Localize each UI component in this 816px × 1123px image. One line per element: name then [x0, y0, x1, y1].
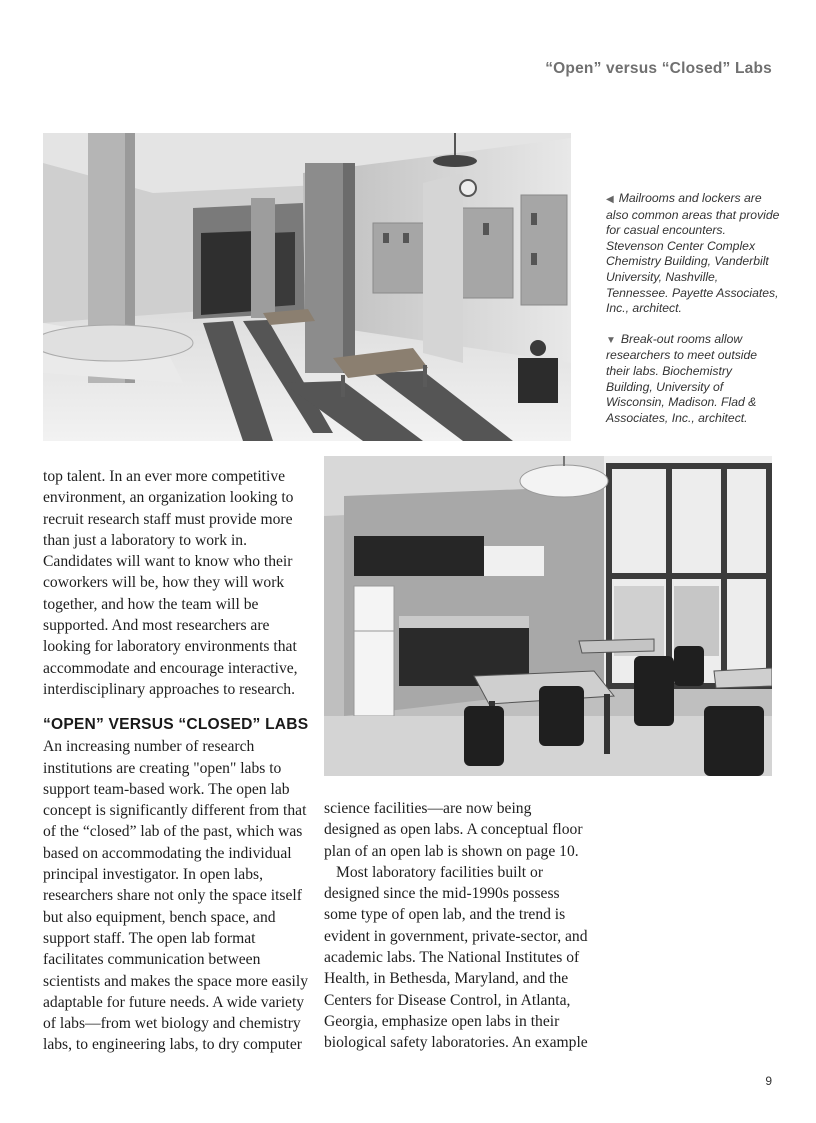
- photo-captions: [606, 191, 782, 441]
- intro-paragraph: top talent. In an ever more competitive environment, an organization looking to recruit research staff must provide more than just a laboratory to work in. Candidates will want to know who their coworkers will be, how they will work together, and how the team will be supported. And most researchers are looking for laboratory environments that accommodate and encourage interactive, interdisciplinary approaches to research.: [43, 468, 298, 698]
- triangle-down-icon: ▼: [606, 334, 616, 346]
- caption-breakout-text: Break-out rooms allow researchers to meet outside their labs. Biochemistry Building, University of Wisconsin, Madison. Flad & Associates, Inc., architect.: [606, 331, 758, 425]
- running-header-title: “Open” versus “Closed” Labs: [545, 60, 772, 77]
- caption-mailroom-text: Mailrooms and lockers are also common areas that provide for casual encounters. Stevenson Center Complex Chemistry Building, Vanderbilt University, Nashville, Tennessee. Payette Associates, Inc., architect.: [606, 191, 780, 316]
- page-number: 9: [765, 1074, 772, 1088]
- body-column-left: [43, 466, 311, 1056]
- triangle-left-icon: ◀: [606, 194, 614, 205]
- caption-mailroom: [606, 191, 782, 317]
- section-paragraph-next: Most laboratory facilities built or designed since the mid-1990s possess some type of open lab, and the trend is evident in government, private-sector, and academic labs. The National Institutes of Health, in Bethesda, Maryland, and the Centers for Disease Control, in Atlanta, Georgia, emphasize open labs in their biological safety laboratories. An example: [324, 863, 588, 1052]
- mailroom-lockers-photo: [43, 133, 571, 441]
- body-column-right: [324, 798, 590, 1054]
- section-paragraph-continued: science facilities—are now being designed as open labs. A conceptual floor plan of an open lab is shown on page 10.: [324, 800, 583, 860]
- section-paragraph-left: An increasing number of research institutions are creating "open" labs to support team-based work. The open lab concept is significantly different from that of the “closed” lab of the past, which was based on accommodating the individual principal investigator. In open labs, researchers share not only the space itself but also equipment, bench space, and support staff. The open lab format facilitates communication between scientists and makes the space more easily adaptable for future needs. A wide variety of labs—from wet biology and chemistry labs, to engineering labs, to dry computer: [43, 738, 309, 1054]
- caption-breakout: [606, 332, 782, 427]
- section-heading: “OPEN” VERSUS “CLOSED” LABS: [43, 716, 309, 734]
- breakout-room-photo: [324, 456, 772, 776]
